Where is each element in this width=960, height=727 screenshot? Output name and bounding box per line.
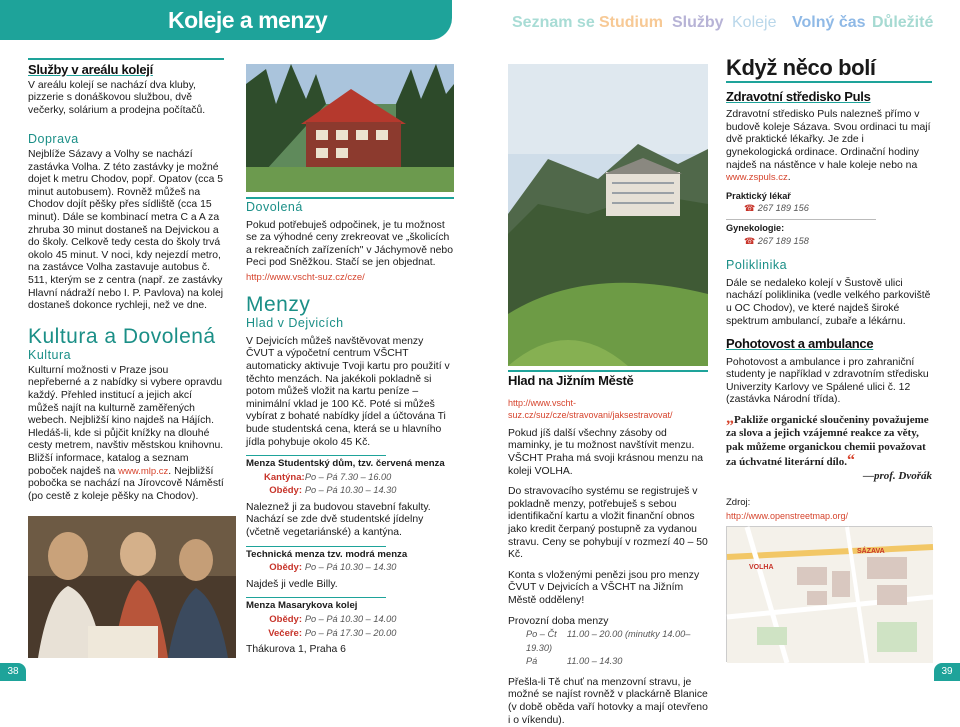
col3-top-rule	[508, 370, 708, 372]
menza1-row	[246, 471, 454, 485]
pohotovost-heading: Pohotovost a ambulance	[726, 336, 874, 352]
menza1-row-hours: Po – Pá 7.30 – 16.00	[304, 471, 392, 482]
hlad-jizni-text1: Pokud jíš další všechny zásoby od maminky, je tu možnost navštívit menzu. VŠCHT Praha má svoji krásnou menzu na koleji VOLHA.	[508, 427, 704, 477]
hlad-jizni-text2: Do stravovacího systému se registruješ v pokladně menzy, potřebuješ s sebou identifikační kartu a vložit finanční obnos jako kredit čerpaný postupně za vydanou stravu. Ceny se pohybují v rozmezí 40 – 50 Kč.	[508, 486, 708, 561]
puls-heading: Zdravotní středisko Puls	[726, 88, 871, 104]
kdyz-boli-heading: Když něco bolí	[726, 55, 876, 80]
kultura-heading: Kultura	[28, 348, 72, 363]
kultura-text-b: . Nejbližší pobočka se nachází na Jírovcově Náměstí (po cestě z koleje pěšky na Chodov).	[28, 465, 224, 502]
students-photo	[28, 516, 236, 658]
nav-dulezite[interactable]: Důležité	[872, 14, 934, 31]
doprava-heading: Doprava	[28, 132, 79, 147]
puls-text-a: Zdravotní středisko Puls nalezneš přímo v budově koleje Sázava. Svou ordinaci tu mají dvě praktické lékařky. Je zde i gynekologická ordinace. Ordinační hodiny najdeš na nástěnce v hale koleje nebo na	[726, 109, 931, 171]
gyn-label: Gynekologie:	[726, 222, 785, 233]
menza3-row-label: Večeře:	[268, 627, 302, 639]
menza2-row-label: Obědy:	[269, 562, 302, 574]
provoz-row-day: Pá	[526, 656, 538, 667]
menza3-row	[246, 627, 454, 641]
menza2-name: Technická menza tzv. modrá menza	[246, 548, 408, 560]
menza3-row-hours: Po – Pá 10.30 – 14.00	[304, 614, 397, 625]
phone-icon: ☎	[744, 235, 756, 246]
map-label-sazava: SÁZAVA	[857, 548, 885, 555]
stravovani-link[interactable]: http://www.vscht-suz.cz/suz/cze/stravovani/jaksestravovat/	[508, 397, 673, 421]
hlad-dejvice-text: V Dejvicích můžeš navštěvovat menzy ČVUT a výpočetní centrum VŠCHT automaticky aktivuje Tvoji kartu pro použití v těchto menzách. Na jakékoli pokladně si potom můžeš vložit na kartu peníze – minimální vklad je 100 Kč. Poté si můžeš vybírat z bohaté nabídky jídel a účtována Ti bude studentská cena, která se u hlavního jídla pohybuje okolo 45 Kč.	[246, 335, 450, 448]
provoz-heading: Provozní doba menzy	[508, 615, 609, 627]
menza2-row-hours: Po – Pá 10.30 – 14.30	[304, 562, 397, 573]
menza1-row-label: Obědy:	[269, 485, 302, 497]
col1	[28, 64, 224, 503]
nav-sluzby[interactable]: Služby	[672, 14, 724, 31]
menza2-rule	[246, 546, 386, 547]
puls-text-b: .	[787, 172, 791, 184]
hlad-jizni-heading: Hlad na Jižním Městě	[508, 373, 634, 388]
menza3-rule	[246, 597, 386, 598]
menza1-row	[246, 484, 454, 498]
zdroj-label: Zdroj:	[726, 497, 751, 508]
quote-text: Pakliže organické sloučeniny považujeme za slova a jejich vzájemné reakce za věty, pak můžeme organickou chemii považovat za úchvatné literární dílo.	[726, 414, 929, 469]
col2	[246, 201, 454, 657]
zspuls-link[interactable]: www.zspuls.cz	[726, 172, 788, 184]
page-number-left: 38	[0, 663, 26, 681]
kultura-text	[28, 365, 224, 504]
col4-rule	[726, 81, 932, 83]
menza1-row-label: Kantýna:	[264, 471, 305, 483]
quote-open-icon: „	[726, 410, 734, 427]
openstreetmap-link[interactable]: http://www.openstreetmap.org/	[726, 510, 849, 521]
puls-text	[726, 109, 932, 185]
vscht-suz-link[interactable]: http://www.vscht-suz.cz/cze/	[246, 271, 365, 283]
lekar-label: Praktický lékař	[726, 190, 791, 201]
address-text: Thákurova 1, Praha 6	[246, 644, 346, 656]
nav-koleje[interactable]: Koleje	[732, 14, 777, 31]
col2-top-rule	[246, 197, 454, 199]
poliklinika-heading: Poliklinika	[726, 258, 788, 273]
gyn-phone-row	[726, 235, 932, 248]
menza3-row	[246, 613, 454, 627]
col4	[726, 55, 932, 407]
page-title: Koleje a menzy	[168, 7, 328, 33]
col1-top-rule	[28, 58, 224, 60]
quote-author: —prof. Dvořák	[862, 469, 932, 482]
sluzby-text: V areálu kolejí se nachází dva kluby, pizzerie s donáškovou službou, dvě večerky, solárium a prodejna počítačů.	[28, 79, 206, 116]
nav-volny-cas[interactable]: Volný čas	[792, 14, 866, 31]
provoz-row	[508, 655, 712, 669]
dovolena-heading: Dovolená	[246, 200, 303, 214]
zdroj-block	[726, 497, 932, 522]
menza1-name: Menza Studentský dům, tzv. červená menza	[246, 458, 445, 470]
cottage-photo	[246, 64, 454, 192]
fakulty-text: Naleznež ji za budovou stavební fakulty. Nachází se zde dvě studentské jídelny (včetně vegetariánské) a kantýna.	[246, 501, 431, 539]
provoz-row-hours: 11.00 – 14.30	[566, 656, 623, 667]
hlad-dejvice-heading: Hlad v Dejvicích	[246, 316, 344, 331]
lekar-phone: 267 189 156	[757, 203, 809, 214]
gyn-phone: 267 189 158	[757, 235, 809, 246]
billy-text: Najdeš ji vedle Billy.	[246, 578, 338, 590]
menzy-big-heading: Menzy	[246, 292, 311, 316]
menza1-rule	[246, 455, 386, 456]
nav-studium[interactable]: Studium	[599, 14, 663, 31]
menza2-row	[246, 561, 454, 575]
map-image	[726, 526, 932, 662]
menza1-row-hours: Po – Pá 10.30 – 14.30	[304, 485, 397, 496]
nav-seznam[interactable]: Seznam se	[512, 14, 595, 31]
provoz-row-day: Po – Čt	[526, 629, 557, 640]
phone-divider	[726, 219, 876, 220]
quote-block	[726, 412, 932, 483]
col3	[508, 375, 712, 727]
pohotovost-text: Pohotovost a ambulance i pro zahraniční studenty je například v zdravotním středisku Univerzity Karlovy ve Spálené ulici č. 12 (zastávka Národní třída).	[726, 356, 929, 406]
hlad-jizni-text3: Konta s vloženými penězi jsou pro menzy ČVUT v Dejvicích a VŠCHT na Jižním Městě odděleny!	[508, 569, 700, 606]
provoz-row-hours: 11.00 – 20.00 (minutky 14.00–19.30)	[526, 629, 691, 653]
mlp-link[interactable]: www.mlp.cz	[118, 465, 169, 477]
dovolena-text: Pokud potřebuješ odpočinek, je tu možnost se za výhodné ceny zrekreovat ve „školicích a rekreačních zařízeních" v Jáchymově nebo Peci pod Sněžkou. Stačí se jen objednat.	[246, 219, 453, 269]
page-number-right: 39	[934, 663, 960, 681]
lekar-phone-row	[726, 202, 932, 215]
landscape-photo	[508, 64, 708, 366]
kultura-text-a: Kulturní možnosti v Praze jsou nepřeberné a z nabídky si vybere opravdu každý. Přehled institucí a jejich akcí můžeš najít na kulturně zaměřených webech. Nejbližší kino najdeš na Hájích. Hledáš-li, kde si půjčit knížky na dlouhé cesty metrem, navštiv městskou knihovnu. Bližší informace, katalog a seznam poboček najdeš na	[28, 364, 224, 477]
doprava-text: Nejblíže Sázavy a Volhy se nachází zastávka Volha. Z této zastávky je možné dojet k metru Chodov, popř. Opatov (cca 5 minut autobusem). Rovněž můžeš na Chodov dojít pěšky přes sídliště (cca 15 minut). Dále se kombinací metra C a A za zhruba 30 minut dostaneš na Dejvickou a do školy. Celkově tedy cesta do školy trvá okolo 45 minut. V noci, kdy nejezdí metro, na zastávce Volha zastavuje autobus č. 511, kterým se z centra (např. ze zastávky Hlavní nádraží nebo I. P. Pavlova) na kolej dostaneš dokonce rychleji, než ve dne.	[28, 148, 224, 312]
poliklinika-text: Dále se nedaleko kolejí v Šustově ulici nachází poliklinika (vedle velkého parkoviště u OC Chodov), ve které najdeš široké spektrum ambulancí, zubaře a lékárnu.	[726, 277, 931, 327]
provoz-row	[508, 628, 712, 655]
menza3-name: Menza Masarykova kolej	[246, 600, 358, 612]
presla-text: Přešla-li Tě chuť na menzovní stravu, je možné se najíst rovněž v plackárně Blanice (v době oběda vaří hotovky a mají otevřeno i o víkendu).	[508, 676, 708, 726]
menza3-row-label: Obědy:	[269, 614, 302, 626]
quote-close-icon: “	[847, 452, 855, 470]
kultura-big-heading: Kultura a Dovolená	[28, 324, 216, 348]
phone-icon: ☎	[744, 203, 756, 214]
sluzby-heading: Služby v areálu kolejí	[28, 62, 153, 77]
menza3-row-hours: Po – Pá 17.30 – 20.00	[304, 627, 397, 638]
map-label-volha: VOLHA	[749, 564, 774, 571]
